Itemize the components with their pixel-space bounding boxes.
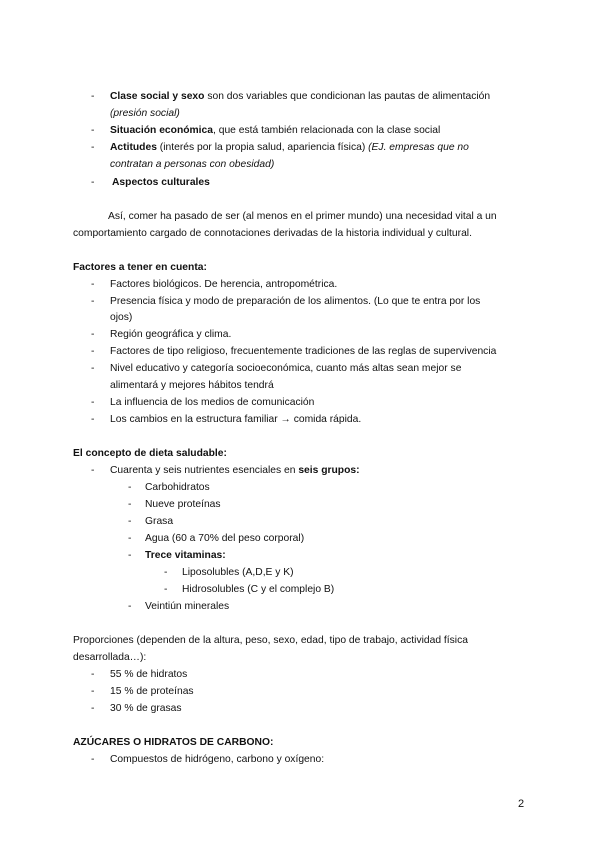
bullet-dash: - xyxy=(91,125,95,136)
page-number: 2 xyxy=(518,798,525,810)
bullet-dash: - xyxy=(128,550,132,561)
bullet-dash: - xyxy=(91,142,95,153)
bullet-dash: - xyxy=(128,601,132,612)
vitamin-item: Liposolubles (A,D,E y K) xyxy=(182,567,294,578)
bullet-clase-social-cont: (presión social) xyxy=(110,108,180,119)
paragraph-line-1: Así, comer ha pasado de ser (al menos en el primer mundo) una necesidad vital a un xyxy=(108,211,497,222)
bullet-dash: - xyxy=(91,754,95,765)
nutrient-group: Nueve proteínas xyxy=(145,499,221,510)
bullet-dash: - xyxy=(91,91,95,102)
bullet-dash: - xyxy=(91,346,95,357)
section-heading-dieta: El concepto de dieta saludable: xyxy=(73,448,227,459)
factor-item: La influencia de los medios de comunicación xyxy=(110,397,315,408)
bullet-dash: - xyxy=(91,296,95,307)
bullet-dash: - xyxy=(91,397,95,408)
proporcion-item: 55 % de hidratos xyxy=(110,669,188,680)
bullet-dash: - xyxy=(91,686,95,697)
factor-item: Factores de tipo religioso, frecuentemente tradiciones de las reglas de supervivencia xyxy=(110,346,497,357)
bullet-dash: - xyxy=(91,363,95,374)
bullet-clase-social: Clase social y sexo son dos variables que condicionan las pautas de alimentación xyxy=(110,91,491,102)
bullet-dash: - xyxy=(128,482,132,493)
bullet-dash: - xyxy=(91,669,95,680)
paragraph-line-2: comportamiento cargado de connotaciones derivadas de la historia individual y cultural. xyxy=(73,228,472,239)
factor-item: Los cambios en la estructura familiar → comida rápida. xyxy=(110,414,362,425)
bullet-dash: - xyxy=(91,329,95,340)
vitamin-item: Hidrosolubles (C y el complejo B) xyxy=(182,584,335,595)
proporciones-line-2: desarrollada…): xyxy=(73,652,147,663)
nutrient-group: Grasa xyxy=(145,516,174,527)
bullet-dash: - xyxy=(91,279,95,290)
bullet-dash: - xyxy=(128,499,132,510)
dieta-main-item: Cuarenta y seis nutrientes esenciales en seis grupos: xyxy=(110,465,360,476)
bullet-dash: - xyxy=(164,567,168,578)
factor-item: Presencia física y modo de preparación de los alimentos. (Lo que te entra por los xyxy=(110,296,481,307)
factor-item: Nivel educativo y categoría socioeconómica, cuanto más altas sean mejor se xyxy=(110,363,462,374)
bullet-actitudes: Actitudes (interés por la propia salud, apariencia física) (EJ. empresas que no xyxy=(110,142,469,153)
bullet-dash: - xyxy=(164,584,168,595)
vitamins-heading: Trece vitaminas: xyxy=(145,550,226,561)
factor-item: Factores biológicos. De herencia, antropométrica. xyxy=(110,279,338,290)
minerals-item: Veintiún minerales xyxy=(145,601,230,612)
proporcion-item: 30 % de grasas xyxy=(110,703,182,714)
bullet-dash: - xyxy=(91,703,95,714)
bullet-actitudes-cont: contratan a personas con obesidad) xyxy=(110,159,275,170)
bullet-dash: - xyxy=(128,516,132,527)
proporcion-item: 15 % de proteínas xyxy=(110,686,194,697)
factor-item: Región geográfica y clima. xyxy=(110,329,232,340)
section-heading-azucares: AZÚCARES O HIDRATOS DE CARBONO: xyxy=(73,737,274,748)
bullet-dash: - xyxy=(128,533,132,544)
nutrient-group: Agua (60 a 70% del peso corporal) xyxy=(145,533,305,544)
bullet-aspectos-culturales: Aspectos culturales xyxy=(112,177,210,188)
bullet-dash: - xyxy=(91,465,95,476)
bullet-situacion-economica: Situación económica, que está también relacionada con la clase social xyxy=(110,125,441,136)
bullet-dash: - xyxy=(91,414,95,425)
bullet-dash: - xyxy=(91,177,95,188)
nutrient-group: Carbohidratos xyxy=(145,482,210,493)
azucares-item: Compuestos de hidrógeno, carbono y oxígeno: xyxy=(110,754,325,765)
factor-item-cont: alimentará y mejores hábitos tendrá xyxy=(110,380,274,391)
proporciones-line-1: Proporciones (dependen de la altura, peso, sexo, edad, tipo de trabajo, actividad física xyxy=(73,635,468,646)
factor-item-cont: ojos) xyxy=(110,312,133,323)
section-heading-factores: Factores a tener en cuenta: xyxy=(73,262,207,273)
